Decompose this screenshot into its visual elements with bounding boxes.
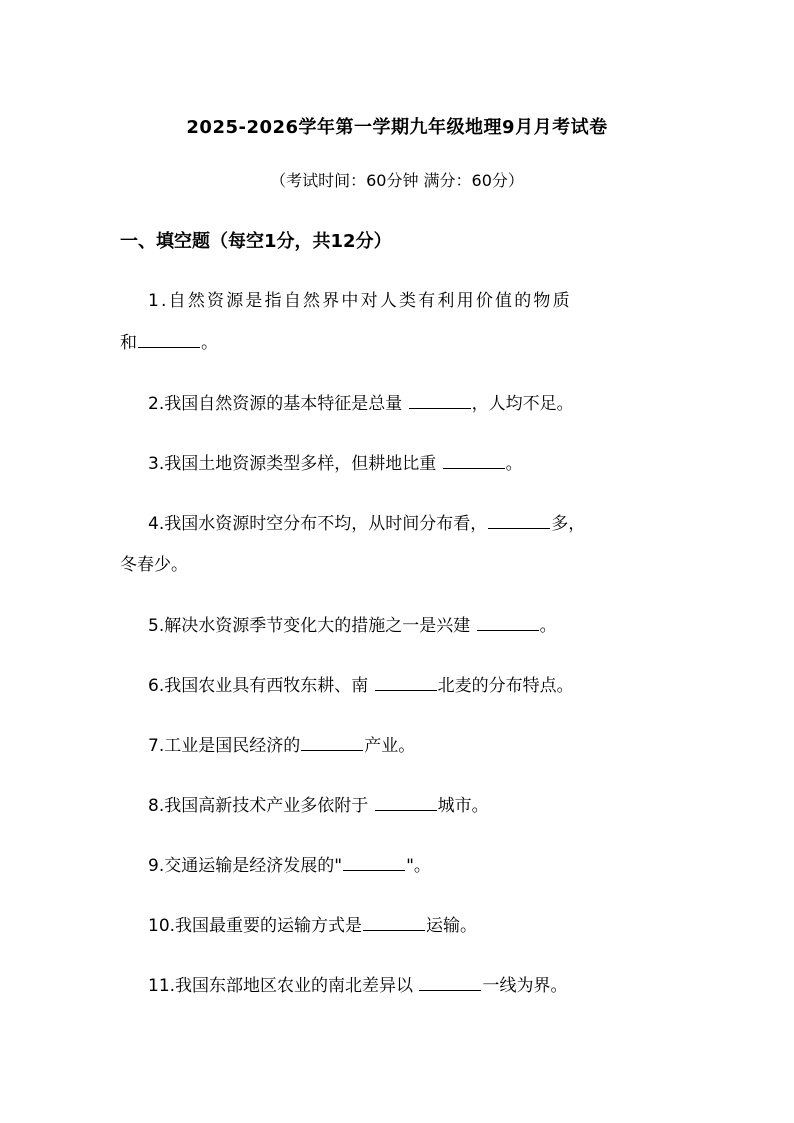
question-text: 北麦的分布特点。: [437, 676, 574, 696]
question-text: 解决水资源季节变化大的措施之一是兴建: [164, 616, 471, 636]
page-title: 2025-2026学年第一学期九年级地理9月月考试卷: [186, 117, 608, 138]
answer-blank[interactable]: [443, 452, 505, 469]
question-5: [120, 614, 686, 637]
question-number: 4.: [148, 514, 165, 534]
question-text: 我国水资源时空分布不均，从时间分布看，: [164, 514, 488, 534]
question-text: 多，: [551, 514, 586, 534]
question-text: 我国东部地区农业的南北差异以: [175, 976, 414, 996]
answer-blank[interactable]: [363, 914, 425, 931]
question-number: 9.: [148, 856, 165, 876]
question-text: 一线为界。: [482, 976, 568, 996]
question-8: [120, 794, 686, 817]
question-text: 我国土地资源类型多样，但耕地比重: [164, 454, 437, 474]
question-text: "。: [406, 856, 431, 876]
answer-blank[interactable]: [375, 674, 437, 691]
question-text: 我国自然资源的基本特征是总量: [164, 394, 403, 414]
answer-blank[interactable]: [138, 331, 200, 348]
question-7: [120, 734, 686, 757]
answer-blank[interactable]: [477, 614, 539, 631]
question-text: 产业。: [364, 736, 416, 756]
answer-blank[interactable]: [375, 794, 437, 811]
question-text: 我国农业具有西牧东耕、南: [164, 676, 369, 696]
question-number: 5.: [148, 616, 165, 636]
question-text: 运输。: [426, 916, 478, 936]
question-3: [120, 452, 686, 475]
question-text: 城市。: [437, 796, 489, 816]
question-4: [120, 512, 686, 576]
question-number: 7.: [148, 736, 165, 756]
question-1: [120, 290, 686, 354]
question-text: ，人均不足。: [471, 394, 574, 414]
answer-blank[interactable]: [409, 392, 471, 409]
question-number: 10.: [148, 916, 176, 936]
exam-info: （考试时间：60分钟 满分：60分）: [270, 171, 524, 190]
question-10: [120, 914, 686, 937]
question-11: [120, 974, 686, 997]
question-text: 。: [505, 454, 523, 474]
question-text: 。: [201, 333, 218, 353]
question-number: 6.: [148, 676, 165, 696]
answer-blank[interactable]: [419, 974, 481, 991]
question-number: 3.: [148, 454, 165, 474]
question-number: 11.: [148, 976, 176, 996]
answer-blank[interactable]: [343, 854, 405, 871]
question-text: 交通运输是经济发展的": [164, 856, 343, 876]
section-heading: 一、填空题（每空1分，共12分）: [120, 231, 392, 252]
answer-blank[interactable]: [301, 734, 363, 751]
question-number: 2.: [148, 394, 165, 414]
question-text: 自然资源是指自然界中对人类有利用价值的物质: [168, 291, 572, 311]
question-text: 和: [120, 333, 137, 353]
question-text: 我国高新技术产业多依附于: [164, 796, 369, 816]
question-text: 我国最重要的运输方式是: [175, 916, 363, 936]
question-text: 冬春少。: [120, 555, 188, 575]
question-9: [120, 854, 686, 877]
question-6: [120, 674, 686, 697]
question-number: 1.: [148, 291, 169, 311]
question-2: [120, 392, 686, 415]
question-text: 工业是国民经济的: [164, 736, 301, 756]
question-number: 8.: [148, 796, 165, 816]
question-text: 。: [539, 616, 557, 636]
answer-blank[interactable]: [488, 512, 550, 529]
